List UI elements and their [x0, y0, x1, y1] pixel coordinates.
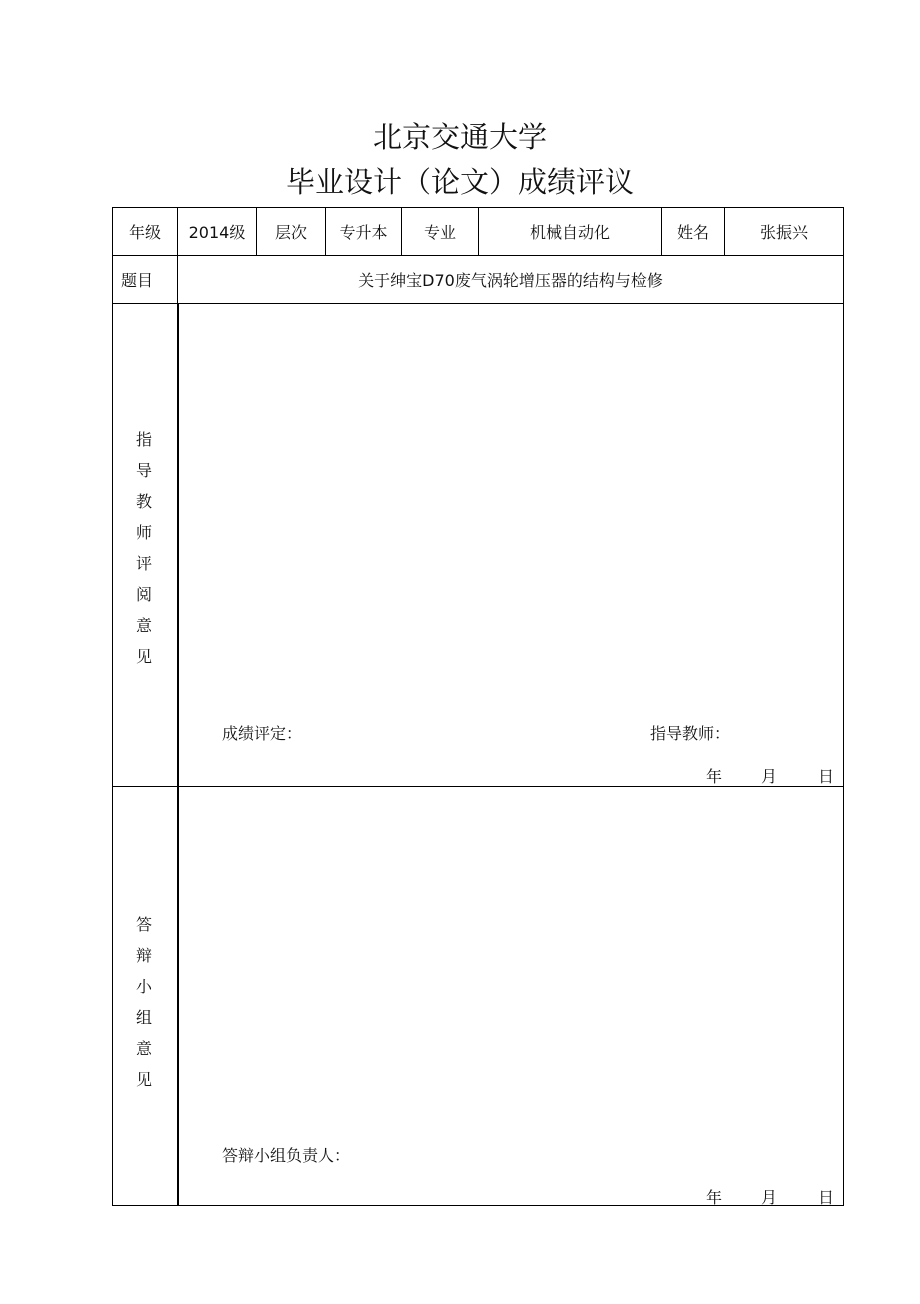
- level-value: 专升本: [325, 207, 402, 256]
- advisor-signature-label: 指导教师：: [650, 724, 731, 743]
- topic-label: 题目: [112, 255, 178, 304]
- advisor-section-divider-double: [178, 303, 179, 787]
- name-label: 姓名: [661, 207, 725, 256]
- defense-date-month: 月: [761, 1188, 778, 1207]
- advisor-label-char: 师: [135, 523, 152, 542]
- defense-label-char: 小: [135, 977, 152, 996]
- score-label: 成绩评定：: [222, 724, 303, 743]
- form-title: 毕业设计（论文）成绩评议: [285, 165, 634, 199]
- university-title: 北京交通大学: [372, 120, 547, 154]
- grade-value: 2014级: [177, 207, 257, 256]
- level-label: 层次: [256, 207, 326, 256]
- defense-leader-label: 答辩小组负责人：: [222, 1146, 351, 1165]
- name-value: 张振兴: [724, 207, 844, 256]
- topic-value: 关于绅宝D70废气涡轮增压器的结构与检修: [177, 255, 844, 304]
- defense-date-year: 年: [706, 1188, 723, 1207]
- defense-label-char: 组: [135, 1008, 152, 1027]
- advisor-label-char: 教: [135, 492, 152, 511]
- major-value: 机械自动化: [478, 207, 662, 256]
- advisor-label-char: 阅: [135, 585, 152, 604]
- defense-section-divider-double: [178, 786, 179, 1206]
- major-label: 专业: [401, 207, 479, 256]
- advisor-label-char: 见: [135, 647, 152, 666]
- defense-label-char: 意: [135, 1039, 152, 1058]
- advisor-label-char: 意: [135, 616, 152, 635]
- defense-label-char: 辩: [135, 946, 152, 965]
- advisor-label-char: 指: [135, 430, 152, 449]
- defense-label-char: 见: [135, 1070, 152, 1089]
- grade-label: 年级: [112, 207, 178, 256]
- advisor-label-char: 评: [135, 554, 152, 573]
- advisor-date-year: 年: [706, 767, 723, 786]
- defense-label-char: 答: [135, 915, 152, 934]
- defense-date-day: 日: [818, 1188, 835, 1207]
- advisor-date-month: 月: [761, 767, 778, 786]
- advisor-section: [112, 303, 844, 787]
- advisor-label-char: 导: [135, 461, 152, 480]
- advisor-date-day: 日: [818, 767, 835, 786]
